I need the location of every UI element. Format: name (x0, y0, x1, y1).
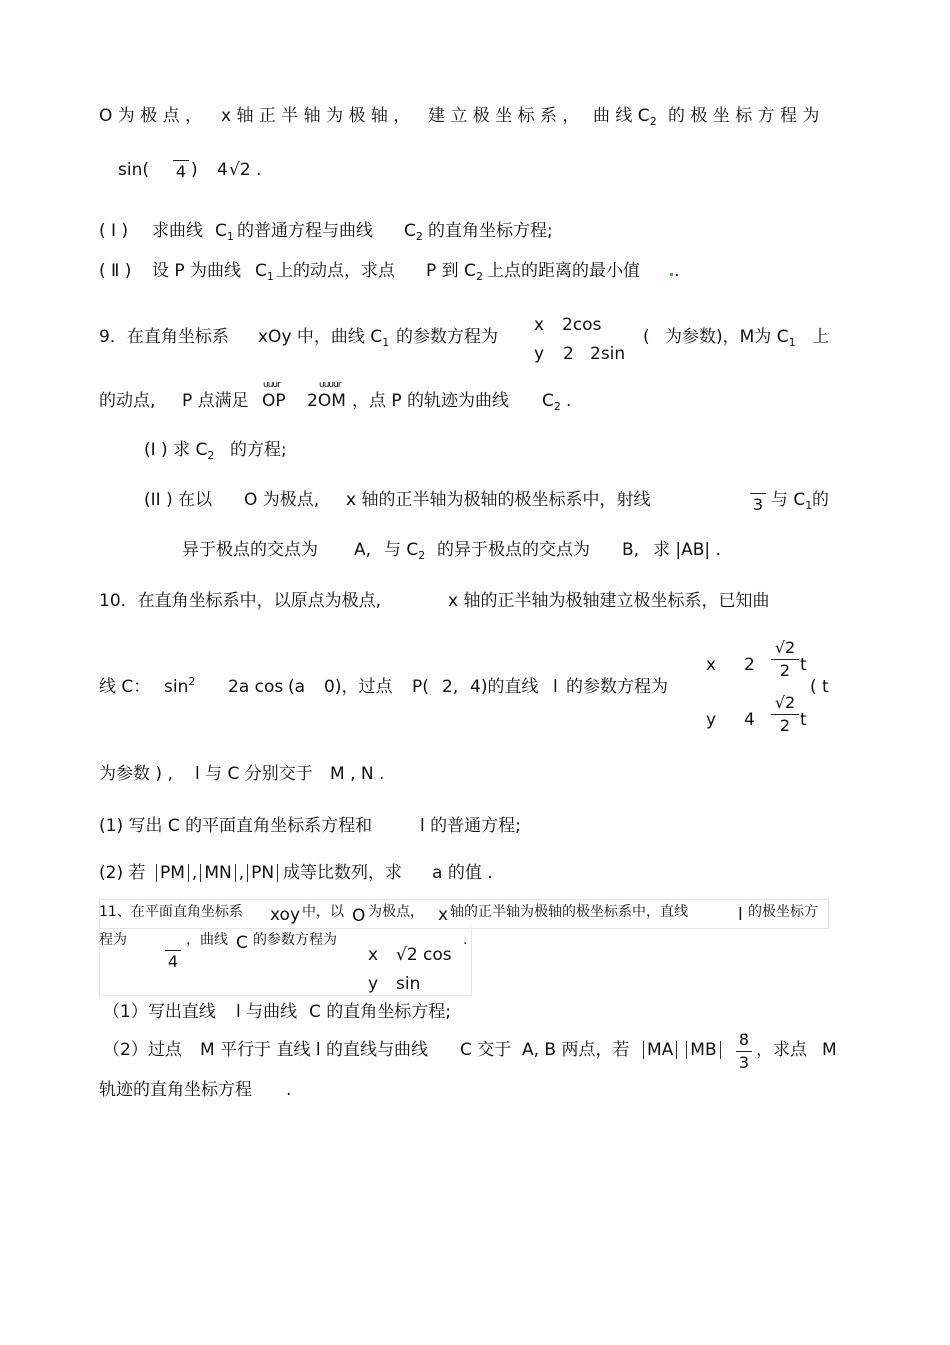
p11-sys-y-val: sin (396, 974, 421, 994)
p10-q2-c: a 的值 . (432, 863, 493, 883)
p11-line2-a: 程为 (99, 932, 127, 948)
p9-line1-b: xOy 中，曲线 $C_1$ (258, 327, 390, 349)
p10-q2-ratios: PM , MN , PN (153, 863, 281, 883)
p10-sys-x-val: 2 (744, 655, 755, 675)
p9-q2b-f: 求 |AB| . (653, 540, 721, 560)
p11-line2-fraction: 4 (165, 948, 181, 971)
p11-line2-b: ，曲线 (186, 932, 228, 948)
p9-line1-c: 的参数方程为 (396, 327, 498, 347)
p10-sys-y-val: 4 (744, 710, 755, 730)
p11-line1-h: l (738, 905, 743, 925)
p9-q2b-c: 与 $C_2$ (384, 540, 426, 562)
p11-line2-e: . (463, 932, 468, 948)
p10-line2-sin: $\sin^2$ (164, 675, 196, 697)
p9-sys-x: x (534, 315, 545, 335)
p10-line2-g: 2, (442, 677, 459, 697)
p8-eq-fraction: 4 (173, 158, 189, 181)
p8-line1-c: 建 立 极 坐 标 系 ， (428, 106, 580, 126)
p11-sys-y: y (368, 974, 379, 994)
p11-line1-c: 中，以 (302, 904, 344, 920)
p9-sys-y: y (534, 344, 545, 364)
green-mark (670, 273, 673, 276)
p8-q1-b: 求曲线 (152, 221, 203, 241)
p8-q2-e: P 到 $C_2$ (426, 261, 483, 283)
p11-line1-e: 为极点， (368, 904, 424, 920)
p9-q1-a: (I ) 求 $C_2$ (144, 440, 215, 462)
p10-q2-b: 成等比数列，求 (283, 863, 402, 883)
p8-q2-g: . (674, 261, 680, 281)
p9-line1-a: 9．在直角坐标系 (99, 327, 229, 347)
p8-q1-d: 的普通方程与曲线 (237, 221, 373, 241)
p11-line2-d: 的参数方程为 (253, 932, 337, 948)
p11-q2b-b: . (286, 1080, 292, 1100)
p9-q2-b: O 为极点, (244, 490, 320, 510)
p9-line1-f: 上 (812, 327, 829, 347)
p10-line1-b: x 轴的正半轴为极轴建立极坐标系，已知曲 (448, 591, 770, 611)
p10-line2-a: 线 C： (99, 677, 151, 697)
p8-q1-c2: $C_2$ (404, 221, 423, 243)
p10-sys-t1: t (800, 655, 807, 675)
p11-q2-a: （2）过点 (103, 1040, 182, 1060)
p9-line2-a: 的动点, (99, 391, 156, 411)
p9-line1-e: 为参数)，M为 $C_1$ (665, 327, 796, 349)
p10-line2-c: 2a cos (228, 677, 284, 697)
p8-eq-4: 4 (217, 160, 228, 180)
p11-q1-b: l 与曲线 (236, 1002, 298, 1022)
p10-q1-a: (1) 写出 C 的平面直角坐标系方程和 (99, 816, 373, 836)
p11-q1-c: C 的直角坐标方程; (309, 1002, 452, 1022)
p10-line3-b: l 与 C 分别交于 (195, 764, 313, 784)
p9-line2-e: . (566, 391, 572, 411)
p9-q2-d: 与 $C_1$ (771, 490, 813, 512)
p9-q2b-a: 异于极点的交点为 (182, 540, 318, 560)
p11-line1-i: 的极坐标方 (748, 904, 818, 920)
p8-q1-label: ( Ⅰ ) (99, 221, 129, 241)
p9-q2-e: 的 (812, 490, 829, 510)
p8-eq-sqrt2: √2 . (229, 160, 262, 180)
p8-q2-b: 设 P 为曲线 (152, 261, 242, 281)
p11-q2-c: C 交于 (460, 1040, 512, 1060)
p9-line2-b: P 点满足 (182, 391, 249, 411)
p11-q2-b: M 平行于 直线 l 的直线与曲线 (200, 1040, 429, 1060)
p11-line1-f: x (438, 905, 449, 925)
p10-sys-frac2: √2 2 (771, 694, 799, 735)
p11-sys-x: x (368, 945, 379, 965)
p10-line1-a: 10．在直角坐标系中，以原点为极点, (99, 591, 382, 611)
vector-arrow-op: uuur (263, 380, 280, 390)
p9-q2-a: (II ) 在以 (144, 490, 213, 510)
p11-q2-fraction: 8 3 (736, 1031, 752, 1072)
p9-vec-op: OP (262, 391, 286, 411)
p9-line1-paren: ( (643, 327, 650, 347)
p8-q2-label: ( Ⅱ ) (99, 261, 132, 281)
p8-q1-c1: $C_1$ (215, 221, 234, 243)
p10-line3-c: M , N . (330, 764, 385, 784)
p10-line2-j: 的参数方程为 (566, 677, 668, 697)
vector-arrow-om: uuuur (319, 380, 341, 390)
p10-sys-x: x (706, 655, 717, 675)
p10-q2-a: (2) 若 (99, 863, 146, 883)
p11-line1-d: O (352, 906, 366, 926)
p10-q1-b: l 的普通方程; (420, 816, 521, 836)
p10-sys-t2: t (800, 710, 807, 730)
p11-q2-f: M (822, 1040, 837, 1060)
p9-q2-c: x 轴的正半轴为极轴的极坐标系中，射线 (346, 490, 651, 510)
p9-line2-d: $C_2$ (542, 391, 561, 413)
p8-line1-b: x 轴 正 半 轴 为 极 轴 ， (221, 106, 411, 126)
p9-q2b-b: A, (354, 540, 372, 560)
p9-sys-y-val: 2 (563, 344, 574, 364)
p9-line2-c: ，点 P 的轨迹为曲线 (352, 391, 510, 411)
p8-eq-sin: sin( (118, 160, 149, 180)
p10-sys-frac1: √2 2 (771, 639, 799, 680)
p9-sys-y-val2: 2sin (590, 344, 626, 364)
p9-q1-b: 的方程; (230, 440, 287, 460)
p10-line2-h: 4)的直线 (470, 677, 539, 697)
p11-sys-x-val: √2 cos (396, 945, 452, 965)
p8-eq-paren: ) (191, 160, 198, 180)
p10-line2-e: 0)，过点 (324, 677, 393, 697)
p11-q2-d: A, B 两点，若 (522, 1040, 630, 1060)
p11-q2b-a: 轨迹的直角坐标方程 (99, 1080, 252, 1100)
p9-q2b-d: 的异于极点的交点为 (437, 540, 590, 560)
p11-line1-g: 轴的正半轴为极轴的极坐标系中，直线 (450, 904, 688, 920)
p8-q2-f: 上点的距离的最小值 (487, 261, 640, 281)
p8-q1-f: 的直角坐标方程; (428, 221, 553, 241)
p8-line1-a: O 为 极 点 ， (99, 106, 202, 126)
p11-line2-c: C (236, 933, 248, 953)
p11-line1-a: 11、在平面直角坐标系 (99, 904, 243, 920)
p10-line2-f: P( (412, 677, 429, 697)
p10-line2-i: l (553, 677, 558, 697)
p9-sys-x-val: 2cos (562, 315, 602, 335)
p8-line1-d: 曲 线 $C_2$ (593, 106, 657, 128)
p11-q1-a: （1）写出直线 (103, 1002, 216, 1022)
p10-line2-k: ( t (810, 677, 829, 697)
p10-line3-a: 为参数 ) , (99, 764, 173, 784)
p9-vec-om: 2OM (307, 391, 346, 411)
p8-q2-d: 上的动点，求点 (276, 261, 395, 281)
p10-line2-d: (a (288, 677, 306, 697)
p8-line1-e: 的 极 坐 标 方 程 为 (668, 106, 820, 126)
p11-q2-e: ，求点 (756, 1040, 807, 1060)
p11-line1-b: xoy (270, 905, 300, 925)
p9-q2b-e: B, (622, 540, 640, 560)
p10-sys-y: y (706, 710, 717, 730)
p11-q2-abs: MA MB (640, 1040, 724, 1060)
p8-q2-c1: $C_1$ (255, 261, 274, 283)
p9-q2-fraction: 3 (750, 491, 766, 514)
